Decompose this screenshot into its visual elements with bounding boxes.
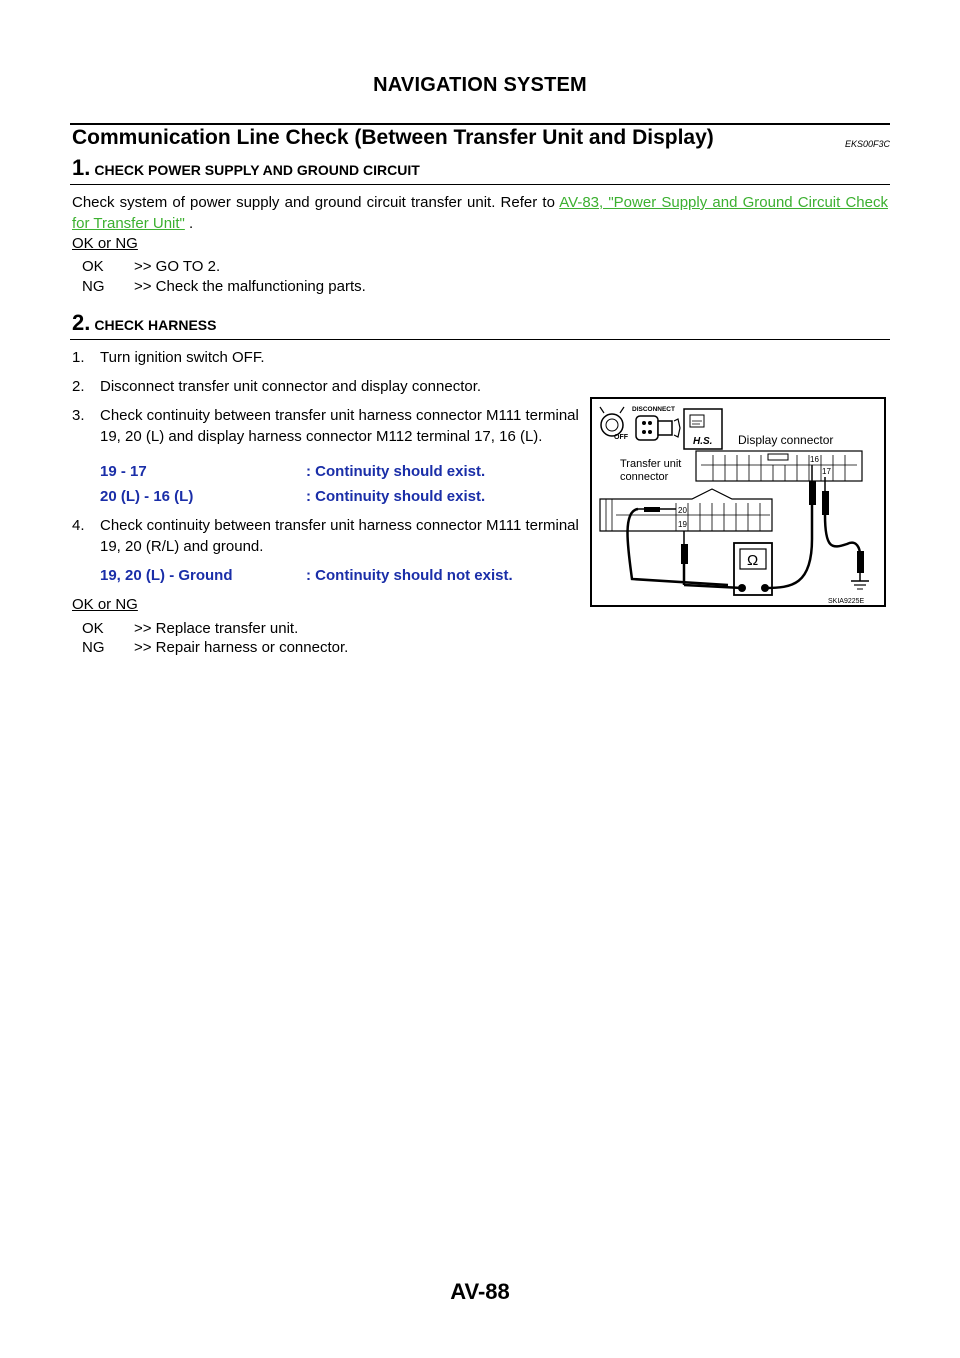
transfer-unit-label-line2: connector	[620, 471, 669, 483]
result-action: >> Repair harness or connector.	[134, 639, 349, 656]
result-key: OK	[82, 620, 104, 637]
step-1-text-before: Check system of power supply and ground circuit transfer unit. Refer to	[72, 194, 560, 211]
transfer-unit-connector	[600, 489, 772, 531]
result-action: >> Check the malfunctioning parts.	[134, 278, 366, 295]
section-code: EKS00F3C	[844, 139, 890, 149]
step-2-number: 2.	[72, 310, 91, 335]
ignition-off-icon	[600, 407, 629, 441]
condition-row: 19, 20 (L) - Ground : Continuity should not exist.	[100, 567, 513, 584]
list-item: 3. Check continuity between transfer unit harness connector M111 terminal 19, 20 (L) and display harness connector M112 terminal 17, 16 (L).	[72, 407, 579, 445]
step-1-number: 1.	[72, 155, 91, 180]
page-number: AV-88	[450, 1279, 510, 1304]
figure-id: SKIA9225E	[828, 598, 865, 605]
list-item: 2. Disconnect transfer unit connector and display connector.	[72, 378, 482, 395]
display-connector	[696, 451, 862, 481]
step-2-list-b	[72, 515, 580, 565]
list-item: 4. Check continuity between transfer unit harness connector M111 terminal 19, 20 (R/L) and ground.	[72, 517, 579, 555]
svg-text:16: 16	[810, 455, 819, 464]
list-item: 1. Turn ignition switch OFF.	[72, 349, 265, 366]
step-2-result-ng	[82, 639, 348, 656]
step-1-result-ok	[82, 258, 220, 275]
step-1-rule	[70, 184, 890, 185]
step-2-result-ok	[82, 620, 298, 637]
svg-text:17: 17	[822, 467, 831, 476]
reference-link[interactable]: AV-83, "Power Supply and Ground Circuit Check for Transfer Unit"	[72, 194, 888, 232]
step-1-text-after: .	[184, 215, 194, 232]
display-connector-label: Display connector	[738, 433, 834, 447]
result-action: >> Replace transfer unit.	[134, 620, 299, 637]
harness-diagram	[590, 397, 886, 607]
condition-row: 19 - 17 : Continuity should exist.	[100, 463, 486, 480]
ohm-icon: Ω	[747, 552, 759, 569]
result-key: OK	[82, 258, 104, 275]
disconnect-icon	[632, 406, 680, 440]
ground-icon	[851, 551, 869, 589]
step-2-ok-or-ng: OK or NG	[72, 596, 138, 613]
svg-text:H.S.: H.S.	[693, 436, 713, 447]
svg-text:19: 19	[678, 520, 687, 529]
step-2-list-a	[72, 347, 580, 455]
result-key: NG	[82, 639, 105, 656]
step-1-heading	[72, 155, 420, 181]
svg-text:OFF: OFF	[614, 434, 628, 441]
transfer-unit-label-line1: Transfer unit	[620, 458, 682, 470]
page-header-title: NAVIGATION SYSTEM	[373, 74, 587, 96]
step-2-heading	[72, 310, 216, 336]
hs-icon	[684, 409, 722, 449]
svg-text:20: 20	[678, 506, 687, 515]
svg-text:DISCONNECT: DISCONNECT	[632, 406, 675, 413]
step-1-instruction	[72, 192, 888, 234]
step-2-rule	[70, 339, 890, 340]
step-1-ok-or-ng: OK or NG	[72, 235, 138, 252]
section-title: Communication Line Check (Between Transfer Unit and Display)	[72, 126, 714, 149]
result-key: NG	[82, 278, 105, 295]
probe-pin19	[681, 531, 688, 585]
step-2-title: CHECK HARNESS	[94, 317, 217, 333]
probe-pin17	[822, 477, 860, 555]
header-rule	[70, 123, 890, 125]
step-1-result-ng	[82, 278, 366, 295]
condition-row: 20 (L) - 16 (L) : Continuity should exist.	[100, 488, 486, 505]
result-action: >> GO TO 2.	[134, 258, 221, 275]
step-1-title: CHECK POWER SUPPLY AND GROUND CIRCUIT	[94, 162, 420, 178]
